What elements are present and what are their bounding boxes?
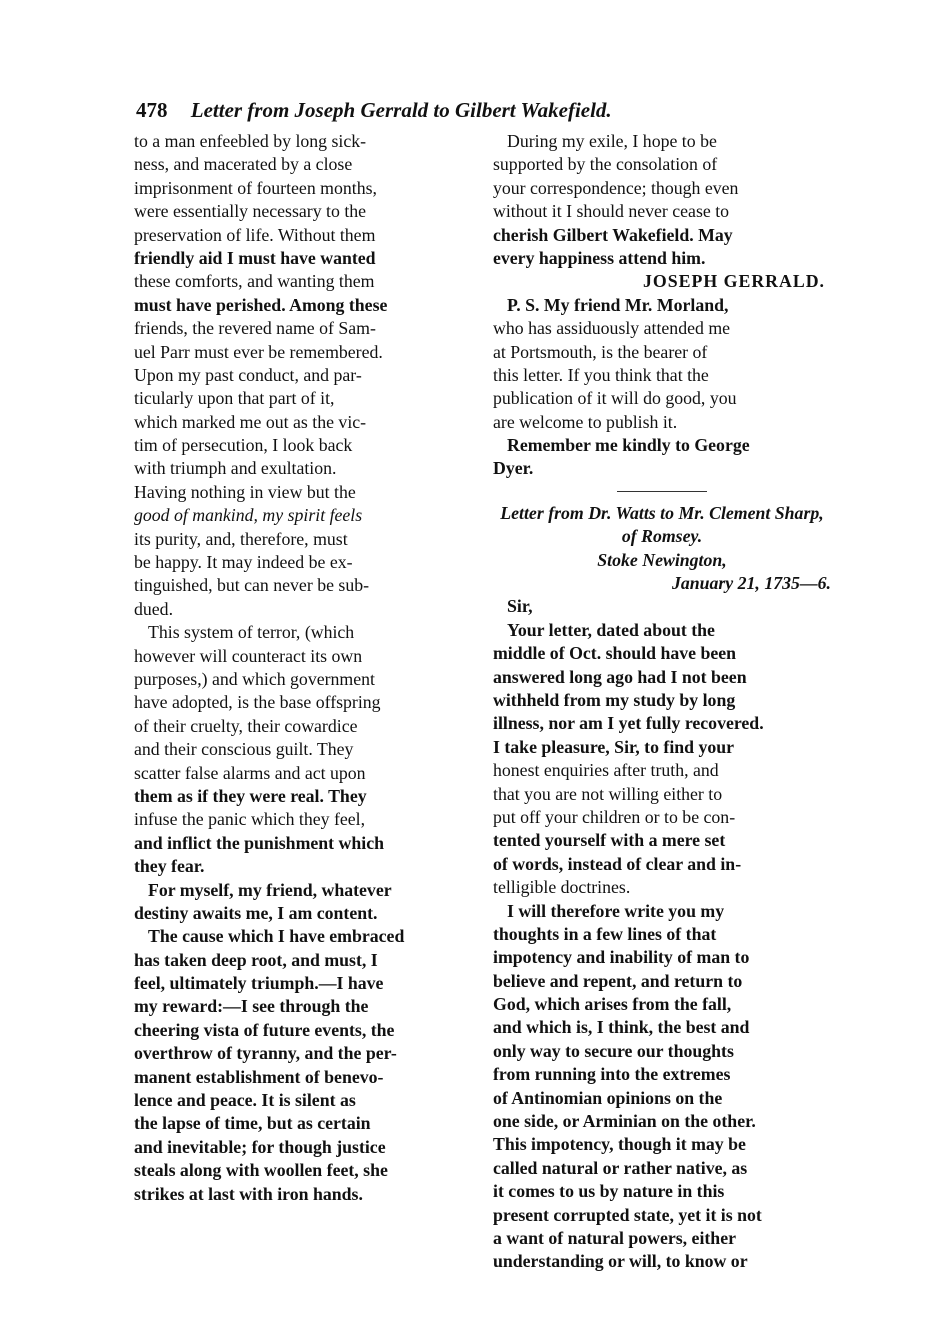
running-header <box>136 96 836 124</box>
left-line: and their conscious guilt. They <box>134 739 354 760</box>
postscript-line: P. S. My friend Mr. Morland, <box>507 294 729 315</box>
postscript-line: this letter. If you think that the <box>493 364 709 385</box>
signature: JOSEPH GERRALD. <box>643 271 825 292</box>
left-line: tim of persecution, I look back <box>134 435 353 456</box>
postscript-line: at Portsmouth, is the bearer of <box>493 341 708 362</box>
left-line: infuse the panic which they feel, <box>134 809 366 830</box>
left-line: This system of terror, (which <box>148 622 355 643</box>
letter-line: called natural or rather native, as <box>493 1157 748 1178</box>
letter-line: from running into the extremes <box>493 1064 731 1085</box>
second-letter-title: Letter from Dr. Watts to Mr. Clement Sharp, of Romsey. <box>500 502 824 547</box>
left-line: were essentially necessary to the <box>134 201 367 222</box>
right-column <box>493 130 831 1274</box>
left-line: have adopted, is the base offspring <box>134 692 381 713</box>
letter-line: believe and repent, and return to <box>493 970 743 991</box>
letter-line: I take pleasure, Sir, to find your <box>493 736 735 757</box>
letter-line: and which is, I think, the best and <box>493 1017 750 1038</box>
letter-date: January 21, 1735—6. <box>671 573 831 594</box>
page-number: 478 <box>136 98 168 122</box>
left-line: overthrow of tyranny, and the per- <box>134 1043 397 1064</box>
letter-line: God, which arises from the fall, <box>493 994 732 1015</box>
left-line: good of mankind, my spirit feels <box>134 505 363 526</box>
left-line: ness, and macerated by a close <box>134 154 353 175</box>
left-column <box>134 130 482 1206</box>
letter-line: only way to secure our thoughts <box>493 1040 734 1061</box>
left-line: feel, ultimately triumph.—I have <box>134 973 384 994</box>
left-line: dued. <box>134 598 174 619</box>
right-line: supported by the consolation of <box>493 154 718 175</box>
left-line: they fear. <box>134 856 205 877</box>
letter-line: illness, nor am I yet fully recovered. <box>493 713 764 734</box>
left-line: these comforts, and wanting them <box>134 271 375 292</box>
letter-line: a want of natural powers, either <box>493 1228 736 1248</box>
left-line: cheering vista of future events, the <box>134 1019 395 1040</box>
left-line: must have perished. Among these <box>134 294 388 315</box>
left-line: the lapse of time, but as certain <box>134 1113 371 1134</box>
left-line: imprisonment of fourteen months, <box>134 177 377 198</box>
left-line: preservation of life. Without them <box>134 224 376 245</box>
left-line: lence and peace. It is silent as <box>134 1090 356 1111</box>
letter-line: impotency and inability of man to <box>493 947 750 968</box>
left-line: to a man enfeebled by long sick- <box>134 131 367 151</box>
section-divider <box>617 491 707 492</box>
left-line: has taken deep root, and must, I <box>134 949 378 970</box>
letter-line: withheld from my study by long <box>493 690 736 711</box>
left-line: be happy. It may indeed be ex- <box>134 552 353 573</box>
left-line: steals along with woollen feet, she <box>134 1160 388 1181</box>
running-title: Letter from Joseph Gerrald to Gilbert Wakefield. <box>190 98 612 122</box>
left-line: scatter false alarms and act upon <box>134 762 366 783</box>
right-line: every happiness attend him. <box>493 247 706 268</box>
letter-line: put off your children or to be con- <box>493 806 736 827</box>
left-line: tinguished, but can never be sub- <box>134 575 370 596</box>
left-line: Upon my past conduct, and par- <box>134 364 362 385</box>
letter-line: I will therefore write you my <box>507 900 725 921</box>
left-line: manent establishment of benevo- <box>134 1066 384 1087</box>
left-line: uel Parr must ever be remembered. <box>134 341 383 362</box>
left-line: them as if they were real. They <box>134 785 367 806</box>
letter-line: one side, or Arminian on the other. <box>493 1111 756 1132</box>
left-line: its purity, and, therefore, must <box>134 528 348 549</box>
letter-place: Stoke Newington, <box>597 549 727 570</box>
letter-line: of words, instead of clear and in- <box>493 853 742 874</box>
right-line: cherish Gilbert Wakefield. May <box>493 224 733 245</box>
left-line: and inevitable; for though justice <box>134 1136 386 1157</box>
letter-line: understanding or will, to know or <box>493 1251 748 1272</box>
letter-line: of Antinomian opinions on the <box>493 1087 723 1108</box>
left-line: friends, the revered name of Sam- <box>134 318 376 339</box>
letter-line: it comes to us by nature in this <box>493 1181 725 1202</box>
left-line: and inflict the punishment which <box>134 832 384 853</box>
left-line: my reward:—I see through the <box>134 996 369 1017</box>
right-line: your correspondence; though even <box>493 177 739 198</box>
left-line: destiny awaits me, I am content. <box>134 902 378 923</box>
left-line: purposes,) and which government <box>134 668 375 689</box>
letter-line: thoughts in a few lines of that <box>493 923 717 944</box>
letter-line: telligible doctrines. <box>493 877 631 898</box>
letter-line: present corrupted state, yet it is not <box>493 1204 762 1225</box>
letter-salutation: Sir, <box>507 596 533 617</box>
postscript-line: Dyer. <box>493 458 534 479</box>
left-line: which marked me out as the vic- <box>134 411 367 432</box>
right-line: During my exile, I hope to be <box>507 131 717 151</box>
postscript-line: are welcome to publish it. <box>493 411 678 432</box>
left-line: The cause which I have embraced <box>148 926 405 947</box>
left-line: of their cruelty, their cowardice <box>134 715 358 736</box>
letter-line: This impotency, though it may be <box>493 1134 746 1155</box>
left-line: with triumph and exultation. <box>134 458 337 479</box>
right-line: without it I should never cease to <box>493 201 730 222</box>
left-line: strikes at last with iron hands. <box>134 1183 363 1204</box>
postscript-line: publication of it will do good, you <box>493 388 737 409</box>
left-line: Having nothing in view but the <box>134 481 356 502</box>
letter-line: honest enquiries after truth, and <box>493 760 719 781</box>
letter-line: tented yourself with a mere set <box>493 830 726 851</box>
letter-line: answered long ago had I not been <box>493 666 747 687</box>
left-line: however will counteract its own <box>134 645 363 666</box>
letter-line: Your letter, dated about the <box>507 619 715 640</box>
left-line: For myself, my friend, whatever <box>148 879 392 900</box>
letter-line: middle of Oct. should have been <box>493 643 737 664</box>
left-line: ticularly upon that part of it, <box>134 388 335 409</box>
left-line: friendly aid I must have wanted <box>134 247 376 268</box>
postscript-line: who has assiduously attended me <box>493 318 731 339</box>
letter-line: that you are not willing either to <box>493 783 723 804</box>
postscript-line: Remember me kindly to George <box>507 435 750 456</box>
